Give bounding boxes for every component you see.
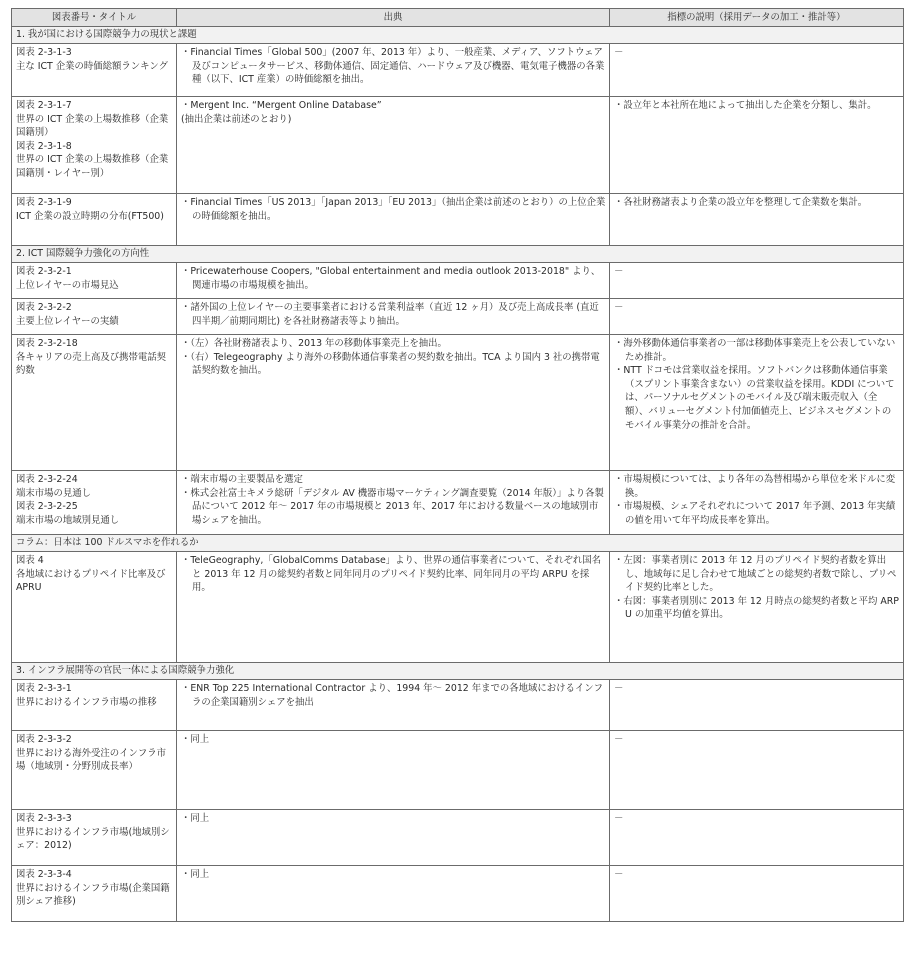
cell-title-line: 図表 2-3-2-1 bbox=[16, 266, 72, 277]
table-row bbox=[12, 263, 904, 299]
cell-title-line: 主要上位レイヤーの実績 bbox=[16, 315, 119, 327]
cell-source-line: (抽出企業は前述のとおり) bbox=[181, 113, 292, 125]
cell-description-line: － bbox=[614, 734, 624, 745]
cell-source-line: ・端末市場の主要製品を選定 bbox=[181, 474, 303, 485]
cell-description-line: ・右図：事業者別別に 2013 年 12 月時点の総契約者数と平均 ARPU の加重平均値を算出。 bbox=[614, 595, 899, 621]
cell-description bbox=[610, 810, 904, 866]
cell-title-line: 図表 2-3-1-3 bbox=[16, 47, 72, 58]
table-row bbox=[12, 680, 904, 731]
cell-description-line: ・各社財務諸表より企業の設立年を整理して企業数を集計。 bbox=[614, 197, 868, 208]
cell-description bbox=[610, 299, 904, 335]
header-title: 図表番号・タイトル bbox=[12, 9, 177, 27]
cell-source-line: ・Mergent Inc. “Mergent Online Database” bbox=[181, 100, 382, 111]
cell-description bbox=[610, 97, 904, 194]
cell-title bbox=[12, 680, 177, 731]
cell-source bbox=[177, 552, 610, 663]
section-heading: コラム：日本は 100 ドルスマホを作れるか bbox=[12, 535, 904, 552]
cell-description bbox=[610, 552, 904, 663]
table-header-row bbox=[12, 9, 904, 27]
cell-source bbox=[177, 471, 610, 535]
cell-title bbox=[12, 299, 177, 335]
table-row bbox=[12, 866, 904, 922]
cell-description bbox=[610, 194, 904, 246]
source-table bbox=[11, 8, 904, 922]
cell-source bbox=[177, 44, 610, 97]
table-row bbox=[12, 731, 904, 810]
cell-title-line: 図表 2-3-1-7 bbox=[16, 100, 72, 111]
cell-source-line: ・TeleGeography,「GlobalComms Database」より、世界の通信事業者について、それぞれ国名と 2013 年 12 月の総契約者数と同年同月のプリペイド契約比率、同年同月の平均 ARPU を採用。 bbox=[181, 555, 602, 594]
cell-source-line: ・株式会社富士キメラ総研「デジタル AV 機器市場マーケティング調査要覧（2014 年版）」より各製品について 2012 年～ 2017 年の市場規模と 2013 年、2017 年における数量ベースの地域別市場シェアを抽出。 bbox=[181, 487, 604, 526]
cell-title-line: 世界におけるインフラ市場(地域別シェア：2012) bbox=[16, 826, 170, 852]
cell-title-line: 図表 4 bbox=[16, 555, 44, 566]
cell-title bbox=[12, 263, 177, 299]
cell-source bbox=[177, 335, 610, 471]
cell-description-line: － bbox=[614, 869, 624, 880]
cell-description-line: ・NTT ドコモは営業収益を採用。ソフトバンクは移動体通信事業（スプリント事業含まない）の営業収益を採用。KDDI については、パーソナルセグメントのモバイル及び端末販売収入（全額）、バリューセグメント付加価値売上、ビジネスセグメントのモバイル事業分の推計を合計。 bbox=[614, 365, 895, 431]
cell-title-line: 図表 2-3-1-8 bbox=[16, 140, 72, 152]
section-row bbox=[12, 246, 904, 263]
cell-title bbox=[12, 866, 177, 922]
cell-title-line: 主な ICT 企業の時価総額ランキング bbox=[16, 60, 168, 72]
cell-description-line: ・設立年と本社所在地によって抽出した企業を分類し、集計。 bbox=[614, 100, 877, 111]
cell-description bbox=[610, 263, 904, 299]
cell-description bbox=[610, 471, 904, 535]
table-row bbox=[12, 471, 904, 535]
cell-title-line: 図表 2-3-3-4 bbox=[16, 869, 72, 880]
cell-title-line: 図表 2-3-3-2 bbox=[16, 734, 72, 745]
cell-source-line: ・同上 bbox=[181, 813, 210, 824]
cell-source bbox=[177, 680, 610, 731]
cell-title-line: 図表 2-3-2-2 bbox=[16, 302, 72, 313]
cell-title-line: 各地域におけるプリペイド比率及び APRU bbox=[16, 568, 166, 594]
cell-title bbox=[12, 194, 177, 246]
table-row bbox=[12, 810, 904, 866]
cell-title-line: 図表 2-3-3-1 bbox=[16, 683, 72, 694]
cell-description-line: － bbox=[614, 302, 624, 313]
header-description: 指標の説明（採用データの加工・推計等） bbox=[610, 9, 904, 27]
cell-title-line: 端末市場の見通し bbox=[16, 487, 92, 499]
table-row bbox=[12, 299, 904, 335]
cell-title-line: 世界におけるインフラ市場の推移 bbox=[16, 696, 157, 708]
cell-description bbox=[610, 866, 904, 922]
cell-source-line: ・（右）Telegeography より海外の移動体通信事業者の契約数を抽出。TCA より国内 3 社の携帯電話契約数を抽出。 bbox=[181, 351, 600, 377]
cell-source-line: ・Pricewaterhouse Coopers, "Global entertainment and media outlook 2013-2018" より、関連市場の市場規模を抽出。 bbox=[181, 266, 601, 291]
cell-source-line: ・同上 bbox=[181, 869, 210, 880]
cell-source-line: ・（左）各社財務諸表より、2013 年の移動体事業売上を抽出。 bbox=[181, 338, 447, 349]
table-body bbox=[12, 27, 904, 922]
cell-source-line: ・諸外国の上位レイヤーの主要事業者における営業利益率（直近 12 ヶ月）及び売上高成長率 (直近四半期／前期同期比) を各社財務諸表等より抽出。 bbox=[181, 302, 599, 327]
cell-title-line: 図表 2-3-2-18 bbox=[16, 338, 78, 349]
cell-description-line: － bbox=[614, 266, 624, 277]
section-heading: 2. ICT 国際競争力強化の方向性 bbox=[12, 246, 904, 263]
cell-title-line: 世界の ICT 企業の上場数推移（企業国籍別・レイヤー別） bbox=[16, 154, 169, 179]
cell-source bbox=[177, 194, 610, 246]
cell-description bbox=[610, 680, 904, 731]
cell-source bbox=[177, 866, 610, 922]
cell-description-line: － bbox=[614, 47, 624, 58]
cell-source bbox=[177, 263, 610, 299]
table-row bbox=[12, 44, 904, 97]
cell-title-line: 各キャリアの売上高及び携帯電話契約数 bbox=[16, 351, 167, 377]
cell-description bbox=[610, 335, 904, 471]
table-row bbox=[12, 194, 904, 246]
cell-title-line: 図表 2-3-2-24 bbox=[16, 474, 78, 485]
table-row bbox=[12, 335, 904, 471]
cell-title-line: 上位レイヤーの市場見込 bbox=[16, 279, 119, 291]
cell-title-line: 図表 2-3-2-25 bbox=[16, 501, 78, 513]
section-row bbox=[12, 663, 904, 680]
cell-source bbox=[177, 810, 610, 866]
cell-source-line: ・Financial Times「Global 500」(2007 年、2013 年）より、一般産業、メディア、ソフトウェア及びコンピュータサービス、移動体通信、固定通信、ハードウェア及び機器、電気電子機器の各業種（以下、ICT 産業）の時価総額を抽出。 bbox=[181, 47, 605, 86]
section-heading: 3. インフラ展開等の官民一体による国際競争力強化 bbox=[12, 663, 904, 680]
cell-title bbox=[12, 97, 177, 194]
section-row bbox=[12, 535, 904, 552]
cell-title bbox=[12, 44, 177, 97]
cell-title-line: 世界の ICT 企業の上場数推移（企業国籍別） bbox=[16, 113, 169, 139]
cell-source-line: ・同上 bbox=[181, 734, 210, 745]
cell-source bbox=[177, 731, 610, 810]
cell-source bbox=[177, 97, 610, 194]
table-row bbox=[12, 552, 904, 663]
cell-title bbox=[12, 335, 177, 471]
cell-description-line: － bbox=[614, 683, 624, 694]
cell-description-line: ・市場規模、シェアそれぞれについて 2017 年予測、2013 年実績の値を用いて年平均成長率を算出。 bbox=[614, 501, 896, 526]
cell-description bbox=[610, 44, 904, 97]
section-row bbox=[12, 27, 904, 44]
cell-title-line: 世界における海外受注のインフラ市場（地域別・分野別成長率） bbox=[16, 747, 167, 773]
cell-title-line: 図表 2-3-1-9 bbox=[16, 197, 72, 208]
cell-title-line: 図表 2-3-3-3 bbox=[16, 813, 72, 824]
cell-title-line: 世界におけるインフラ市場(企業国籍別シェア推移) bbox=[16, 882, 170, 908]
cell-source bbox=[177, 299, 610, 335]
cell-title bbox=[12, 810, 177, 866]
cell-title bbox=[12, 471, 177, 535]
cell-description-line: ・市場規模については、より各年の為替相場から単位を米ドルに変換。 bbox=[614, 474, 896, 499]
cell-description-line: ・左図：事業者別に 2013 年 12 月のプリペイド契約者数を算出し、地域毎に足し合わせて地域ごとの総契約者数で除し、プリペイド契約比率とした。 bbox=[614, 555, 897, 594]
cell-description bbox=[610, 731, 904, 810]
cell-title-line: ICT 企業の設立時期の分布(FT500) bbox=[16, 210, 164, 222]
cell-description-line: － bbox=[614, 813, 624, 824]
cell-title bbox=[12, 731, 177, 810]
table-row bbox=[12, 97, 904, 194]
cell-source-line: ・ENR Top 225 International Contractor より、1994 年～ 2012 年までの各地域におけるインフラの企業国籍別シェアを抽出 bbox=[181, 683, 603, 708]
header-source: 出典 bbox=[177, 9, 610, 27]
cell-source-line: ・Financial Times「US 2013」「Japan 2013」「EU 2013」（抽出企業は前述のとおり）の上位企業の時価総額を抽出。 bbox=[181, 197, 606, 222]
section-heading: 1. 我が国における国際競争力の現状と課題 bbox=[12, 27, 904, 44]
cell-description-line: ・海外移動体通信事業者の一部は移動体事業売上を公表していないため推計。 bbox=[614, 338, 896, 363]
cell-title bbox=[12, 552, 177, 663]
cell-title-line: 端末市場の地域別見通し bbox=[16, 514, 120, 526]
